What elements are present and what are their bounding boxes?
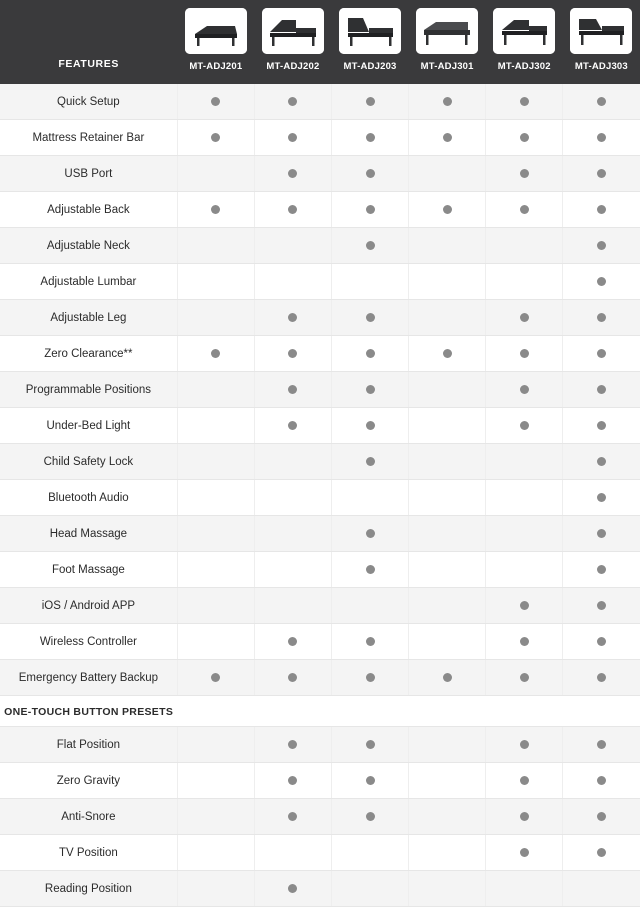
feature-unavailable-cell <box>177 799 254 835</box>
availability-dot-icon <box>520 385 529 394</box>
availability-dot-icon <box>443 673 452 682</box>
feature-available-cell <box>177 336 254 372</box>
feature-label: Child Safety Lock <box>0 444 177 480</box>
bed-frame-icon <box>262 8 324 54</box>
feature-available-cell <box>254 763 331 799</box>
availability-dot-icon <box>597 421 606 430</box>
feature-label: Mattress Retainer Bar <box>0 120 177 156</box>
feature-available-cell <box>254 372 331 408</box>
feature-unavailable-cell <box>254 444 331 480</box>
table-row <box>0 660 640 696</box>
feature-unavailable-cell <box>331 835 408 871</box>
feature-unavailable-cell <box>486 228 563 264</box>
availability-dot-icon <box>366 97 375 106</box>
availability-dot-icon <box>366 169 375 178</box>
feature-label: USB Port <box>0 156 177 192</box>
availability-dot-icon <box>520 637 529 646</box>
feature-unavailable-cell <box>254 264 331 300</box>
feature-label: Adjustable Back <box>0 192 177 228</box>
feature-available-cell <box>409 120 486 156</box>
availability-dot-icon <box>288 637 297 646</box>
feature-available-cell <box>486 408 563 444</box>
feature-unavailable-cell <box>486 552 563 588</box>
feature-unavailable-cell <box>409 516 486 552</box>
feature-available-cell <box>177 660 254 696</box>
availability-dot-icon <box>366 776 375 785</box>
table-row <box>0 444 640 480</box>
feature-available-cell <box>486 156 563 192</box>
feature-available-cell <box>486 336 563 372</box>
availability-dot-icon <box>597 812 606 821</box>
feature-label: iOS / Android APP <box>0 588 177 624</box>
product-sku: MT-ADJ202 <box>266 61 320 72</box>
feature-label: Programmable Positions <box>0 372 177 408</box>
feature-available-cell <box>331 444 408 480</box>
feature-unavailable-cell <box>409 624 486 660</box>
feature-unavailable-cell <box>409 588 486 624</box>
availability-dot-icon <box>366 313 375 322</box>
feature-available-cell <box>331 727 408 763</box>
feature-unavailable-cell <box>177 835 254 871</box>
feature-label: Foot Massage <box>0 552 177 588</box>
table-row <box>0 84 640 120</box>
feature-available-cell <box>331 516 408 552</box>
feature-available-cell <box>254 84 331 120</box>
feature-unavailable-cell <box>254 835 331 871</box>
feature-available-cell <box>254 799 331 835</box>
feature-unavailable-cell <box>331 871 408 907</box>
feature-unavailable-cell <box>331 588 408 624</box>
feature-unavailable-cell <box>409 156 486 192</box>
table-body <box>0 84 640 907</box>
feature-unavailable-cell <box>177 588 254 624</box>
availability-dot-icon <box>597 529 606 538</box>
feature-available-cell <box>563 156 640 192</box>
table-row <box>0 799 640 835</box>
availability-dot-icon <box>520 673 529 682</box>
table-row <box>0 192 640 228</box>
feature-available-cell <box>331 408 408 444</box>
feature-available-cell <box>331 228 408 264</box>
feature-unavailable-cell <box>177 480 254 516</box>
availability-dot-icon <box>366 385 375 394</box>
feature-available-cell <box>563 588 640 624</box>
feature-unavailable-cell <box>177 444 254 480</box>
availability-dot-icon <box>288 776 297 785</box>
header-row <box>0 0 640 84</box>
availability-dot-icon <box>288 740 297 749</box>
availability-dot-icon <box>366 133 375 142</box>
availability-dot-icon <box>366 241 375 250</box>
feature-unavailable-cell <box>254 228 331 264</box>
availability-dot-icon <box>520 848 529 857</box>
feature-available-cell <box>563 84 640 120</box>
feature-unavailable-cell <box>563 871 640 907</box>
feature-unavailable-cell <box>409 300 486 336</box>
feature-available-cell <box>486 120 563 156</box>
availability-dot-icon <box>597 776 606 785</box>
feature-available-cell <box>486 192 563 228</box>
bed-frame-icon <box>493 8 555 54</box>
section-spacer-cell <box>254 696 331 727</box>
feature-available-cell <box>254 192 331 228</box>
feature-label: Wireless Controller <box>0 624 177 660</box>
feature-label: Under-Bed Light <box>0 408 177 444</box>
feature-unavailable-cell <box>177 372 254 408</box>
feature-unavailable-cell <box>177 156 254 192</box>
feature-available-cell <box>331 336 408 372</box>
product-sku: MT-ADJ301 <box>420 61 474 72</box>
feature-available-cell <box>563 727 640 763</box>
table-row <box>0 624 640 660</box>
availability-dot-icon <box>443 205 452 214</box>
feature-label: TV Position <box>0 835 177 871</box>
feature-unavailable-cell <box>177 871 254 907</box>
availability-dot-icon <box>520 205 529 214</box>
availability-dot-icon <box>597 313 606 322</box>
availability-dot-icon <box>366 421 375 430</box>
feature-available-cell <box>486 727 563 763</box>
product-column-header[interactable] <box>254 0 331 84</box>
section-spacer-cell <box>177 696 254 727</box>
table-row <box>0 372 640 408</box>
availability-dot-icon <box>597 349 606 358</box>
feature-available-cell <box>563 300 640 336</box>
feature-available-cell <box>331 552 408 588</box>
feature-label: Adjustable Leg <box>0 300 177 336</box>
availability-dot-icon <box>211 673 220 682</box>
product-column-header[interactable] <box>563 0 640 84</box>
availability-dot-icon <box>520 349 529 358</box>
feature-unavailable-cell <box>331 480 408 516</box>
feature-unavailable-cell <box>177 624 254 660</box>
availability-dot-icon <box>288 421 297 430</box>
table-row <box>0 156 640 192</box>
feature-available-cell <box>563 192 640 228</box>
feature-unavailable-cell <box>409 835 486 871</box>
feature-available-cell <box>254 660 331 696</box>
availability-dot-icon <box>443 97 452 106</box>
feature-available-cell <box>486 763 563 799</box>
table-row <box>0 228 640 264</box>
availability-dot-icon <box>211 349 220 358</box>
feature-unavailable-cell <box>409 372 486 408</box>
product-column-header[interactable] <box>409 0 486 84</box>
feature-unavailable-cell <box>409 799 486 835</box>
availability-dot-icon <box>597 97 606 106</box>
product-sku: MT-ADJ303 <box>574 61 628 72</box>
section-header-row <box>0 696 640 727</box>
feature-label: Reading Position <box>0 871 177 907</box>
feature-available-cell <box>331 763 408 799</box>
availability-dot-icon <box>366 457 375 466</box>
availability-dot-icon <box>520 776 529 785</box>
feature-available-cell <box>254 871 331 907</box>
feature-label: Flat Position <box>0 727 177 763</box>
availability-dot-icon <box>597 205 606 214</box>
feature-unavailable-cell <box>409 264 486 300</box>
feature-label: Emergency Battery Backup <box>0 660 177 696</box>
bed-frame-icon <box>339 8 401 54</box>
availability-dot-icon <box>366 740 375 749</box>
availability-dot-icon <box>366 565 375 574</box>
availability-dot-icon <box>520 740 529 749</box>
feature-available-cell <box>563 516 640 552</box>
table-row <box>0 480 640 516</box>
availability-dot-icon <box>597 241 606 250</box>
availability-dot-icon <box>288 313 297 322</box>
feature-available-cell <box>486 588 563 624</box>
table-row <box>0 516 640 552</box>
section-title: ONE-TOUCH BUTTON PRESETS <box>0 696 177 727</box>
feature-available-cell <box>563 835 640 871</box>
product-sku: MT-ADJ302 <box>497 61 551 72</box>
feature-unavailable-cell <box>409 228 486 264</box>
feature-label: Bluetooth Audio <box>0 480 177 516</box>
table-row <box>0 835 640 871</box>
feature-unavailable-cell <box>177 264 254 300</box>
feature-available-cell <box>563 480 640 516</box>
bed-frame-icon <box>185 8 247 54</box>
feature-available-cell <box>563 264 640 300</box>
feature-available-cell <box>563 799 640 835</box>
table-row <box>0 300 640 336</box>
feature-unavailable-cell <box>331 264 408 300</box>
availability-dot-icon <box>597 848 606 857</box>
availability-dot-icon <box>288 812 297 821</box>
availability-dot-icon <box>520 601 529 610</box>
feature-available-cell <box>409 336 486 372</box>
feature-available-cell <box>331 372 408 408</box>
feature-unavailable-cell <box>409 444 486 480</box>
feature-label: Head Massage <box>0 516 177 552</box>
feature-available-cell <box>331 192 408 228</box>
availability-dot-icon <box>597 457 606 466</box>
product-column-header[interactable] <box>331 0 408 84</box>
feature-available-cell <box>254 408 331 444</box>
table-row <box>0 727 640 763</box>
availability-dot-icon <box>288 673 297 682</box>
feature-unavailable-cell <box>177 300 254 336</box>
availability-dot-icon <box>443 349 452 358</box>
feature-unavailable-cell <box>409 480 486 516</box>
availability-dot-icon <box>597 277 606 286</box>
table-row <box>0 588 640 624</box>
availability-dot-icon <box>366 349 375 358</box>
availability-dot-icon <box>597 565 606 574</box>
product-sku: MT-ADJ203 <box>343 61 397 72</box>
feature-unavailable-cell <box>486 871 563 907</box>
availability-dot-icon <box>366 529 375 538</box>
availability-dot-icon <box>597 637 606 646</box>
bed-frame-icon <box>416 8 478 54</box>
availability-dot-icon <box>520 169 529 178</box>
feature-available-cell <box>254 336 331 372</box>
feature-available-cell <box>177 84 254 120</box>
feature-available-cell <box>563 228 640 264</box>
feature-available-cell <box>563 408 640 444</box>
feature-available-cell <box>563 763 640 799</box>
availability-dot-icon <box>520 421 529 430</box>
feature-unavailable-cell <box>409 871 486 907</box>
feature-unavailable-cell <box>486 480 563 516</box>
bed-frame-icon <box>570 8 632 54</box>
feature-available-cell <box>563 336 640 372</box>
feature-available-cell <box>563 552 640 588</box>
table-row <box>0 871 640 907</box>
feature-available-cell <box>331 156 408 192</box>
feature-unavailable-cell <box>254 588 331 624</box>
feature-available-cell <box>563 120 640 156</box>
availability-dot-icon <box>520 812 529 821</box>
feature-available-cell <box>177 120 254 156</box>
table-row <box>0 552 640 588</box>
feature-available-cell <box>331 84 408 120</box>
feature-unavailable-cell <box>177 228 254 264</box>
feature-available-cell <box>486 835 563 871</box>
feature-label: Quick Setup <box>0 84 177 120</box>
feature-available-cell <box>563 624 640 660</box>
section-spacer-cell <box>409 696 486 727</box>
availability-dot-icon <box>597 601 606 610</box>
availability-dot-icon <box>288 133 297 142</box>
feature-available-cell <box>331 300 408 336</box>
availability-dot-icon <box>288 169 297 178</box>
feature-unavailable-cell <box>177 516 254 552</box>
feature-available-cell <box>486 300 563 336</box>
availability-dot-icon <box>288 884 297 893</box>
table-row <box>0 120 640 156</box>
feature-available-cell <box>254 624 331 660</box>
availability-dot-icon <box>288 385 297 394</box>
feature-available-cell <box>486 624 563 660</box>
feature-unavailable-cell <box>177 727 254 763</box>
features-column-header: FEATURES <box>0 0 177 84</box>
feature-unavailable-cell <box>409 408 486 444</box>
section-spacer-cell <box>563 696 640 727</box>
feature-available-cell <box>563 444 640 480</box>
availability-dot-icon <box>211 205 220 214</box>
feature-available-cell <box>331 120 408 156</box>
feature-available-cell <box>486 372 563 408</box>
feature-available-cell <box>409 84 486 120</box>
feature-unavailable-cell <box>254 552 331 588</box>
feature-label: Anti-Snore <box>0 799 177 835</box>
feature-available-cell <box>409 660 486 696</box>
feature-available-cell <box>254 300 331 336</box>
feature-unavailable-cell <box>486 444 563 480</box>
feature-available-cell <box>331 624 408 660</box>
feature-unavailable-cell <box>254 480 331 516</box>
feature-unavailable-cell <box>177 408 254 444</box>
section-spacer-cell <box>486 696 563 727</box>
availability-dot-icon <box>366 673 375 682</box>
section-spacer-cell <box>331 696 408 727</box>
feature-available-cell <box>254 727 331 763</box>
feature-label: Adjustable Neck <box>0 228 177 264</box>
feature-unavailable-cell <box>254 516 331 552</box>
table-row <box>0 264 640 300</box>
feature-available-cell <box>409 192 486 228</box>
feature-unavailable-cell <box>177 552 254 588</box>
feature-unavailable-cell <box>409 552 486 588</box>
feature-available-cell <box>331 660 408 696</box>
availability-dot-icon <box>520 133 529 142</box>
availability-dot-icon <box>288 205 297 214</box>
feature-label: Zero Gravity <box>0 763 177 799</box>
feature-available-cell <box>177 192 254 228</box>
availability-dot-icon <box>366 812 375 821</box>
availability-dot-icon <box>443 133 452 142</box>
availability-dot-icon <box>366 637 375 646</box>
feature-unavailable-cell <box>409 727 486 763</box>
feature-available-cell <box>563 372 640 408</box>
product-column-header[interactable] <box>177 0 254 84</box>
availability-dot-icon <box>597 740 606 749</box>
availability-dot-icon <box>597 493 606 502</box>
table-row <box>0 763 640 799</box>
feature-available-cell <box>254 156 331 192</box>
table-header <box>0 0 640 84</box>
availability-dot-icon <box>366 205 375 214</box>
availability-dot-icon <box>288 349 297 358</box>
feature-unavailable-cell <box>486 264 563 300</box>
availability-dot-icon <box>597 169 606 178</box>
availability-dot-icon <box>520 97 529 106</box>
product-sku: MT-ADJ201 <box>189 61 243 72</box>
feature-unavailable-cell <box>486 516 563 552</box>
availability-dot-icon <box>288 97 297 106</box>
availability-dot-icon <box>520 313 529 322</box>
feature-available-cell <box>486 84 563 120</box>
feature-label: Adjustable Lumbar <box>0 264 177 300</box>
availability-dot-icon <box>211 133 220 142</box>
availability-dot-icon <box>597 385 606 394</box>
feature-available-cell <box>331 799 408 835</box>
feature-available-cell <box>486 660 563 696</box>
feature-available-cell <box>486 799 563 835</box>
availability-dot-icon <box>597 133 606 142</box>
table-row <box>0 408 640 444</box>
availability-dot-icon <box>211 97 220 106</box>
feature-label: Zero Clearance** <box>0 336 177 372</box>
product-column-header[interactable] <box>486 0 563 84</box>
availability-dot-icon <box>597 673 606 682</box>
table-row <box>0 336 640 372</box>
feature-available-cell <box>254 120 331 156</box>
feature-available-cell <box>563 660 640 696</box>
feature-unavailable-cell <box>409 763 486 799</box>
feature-unavailable-cell <box>177 763 254 799</box>
